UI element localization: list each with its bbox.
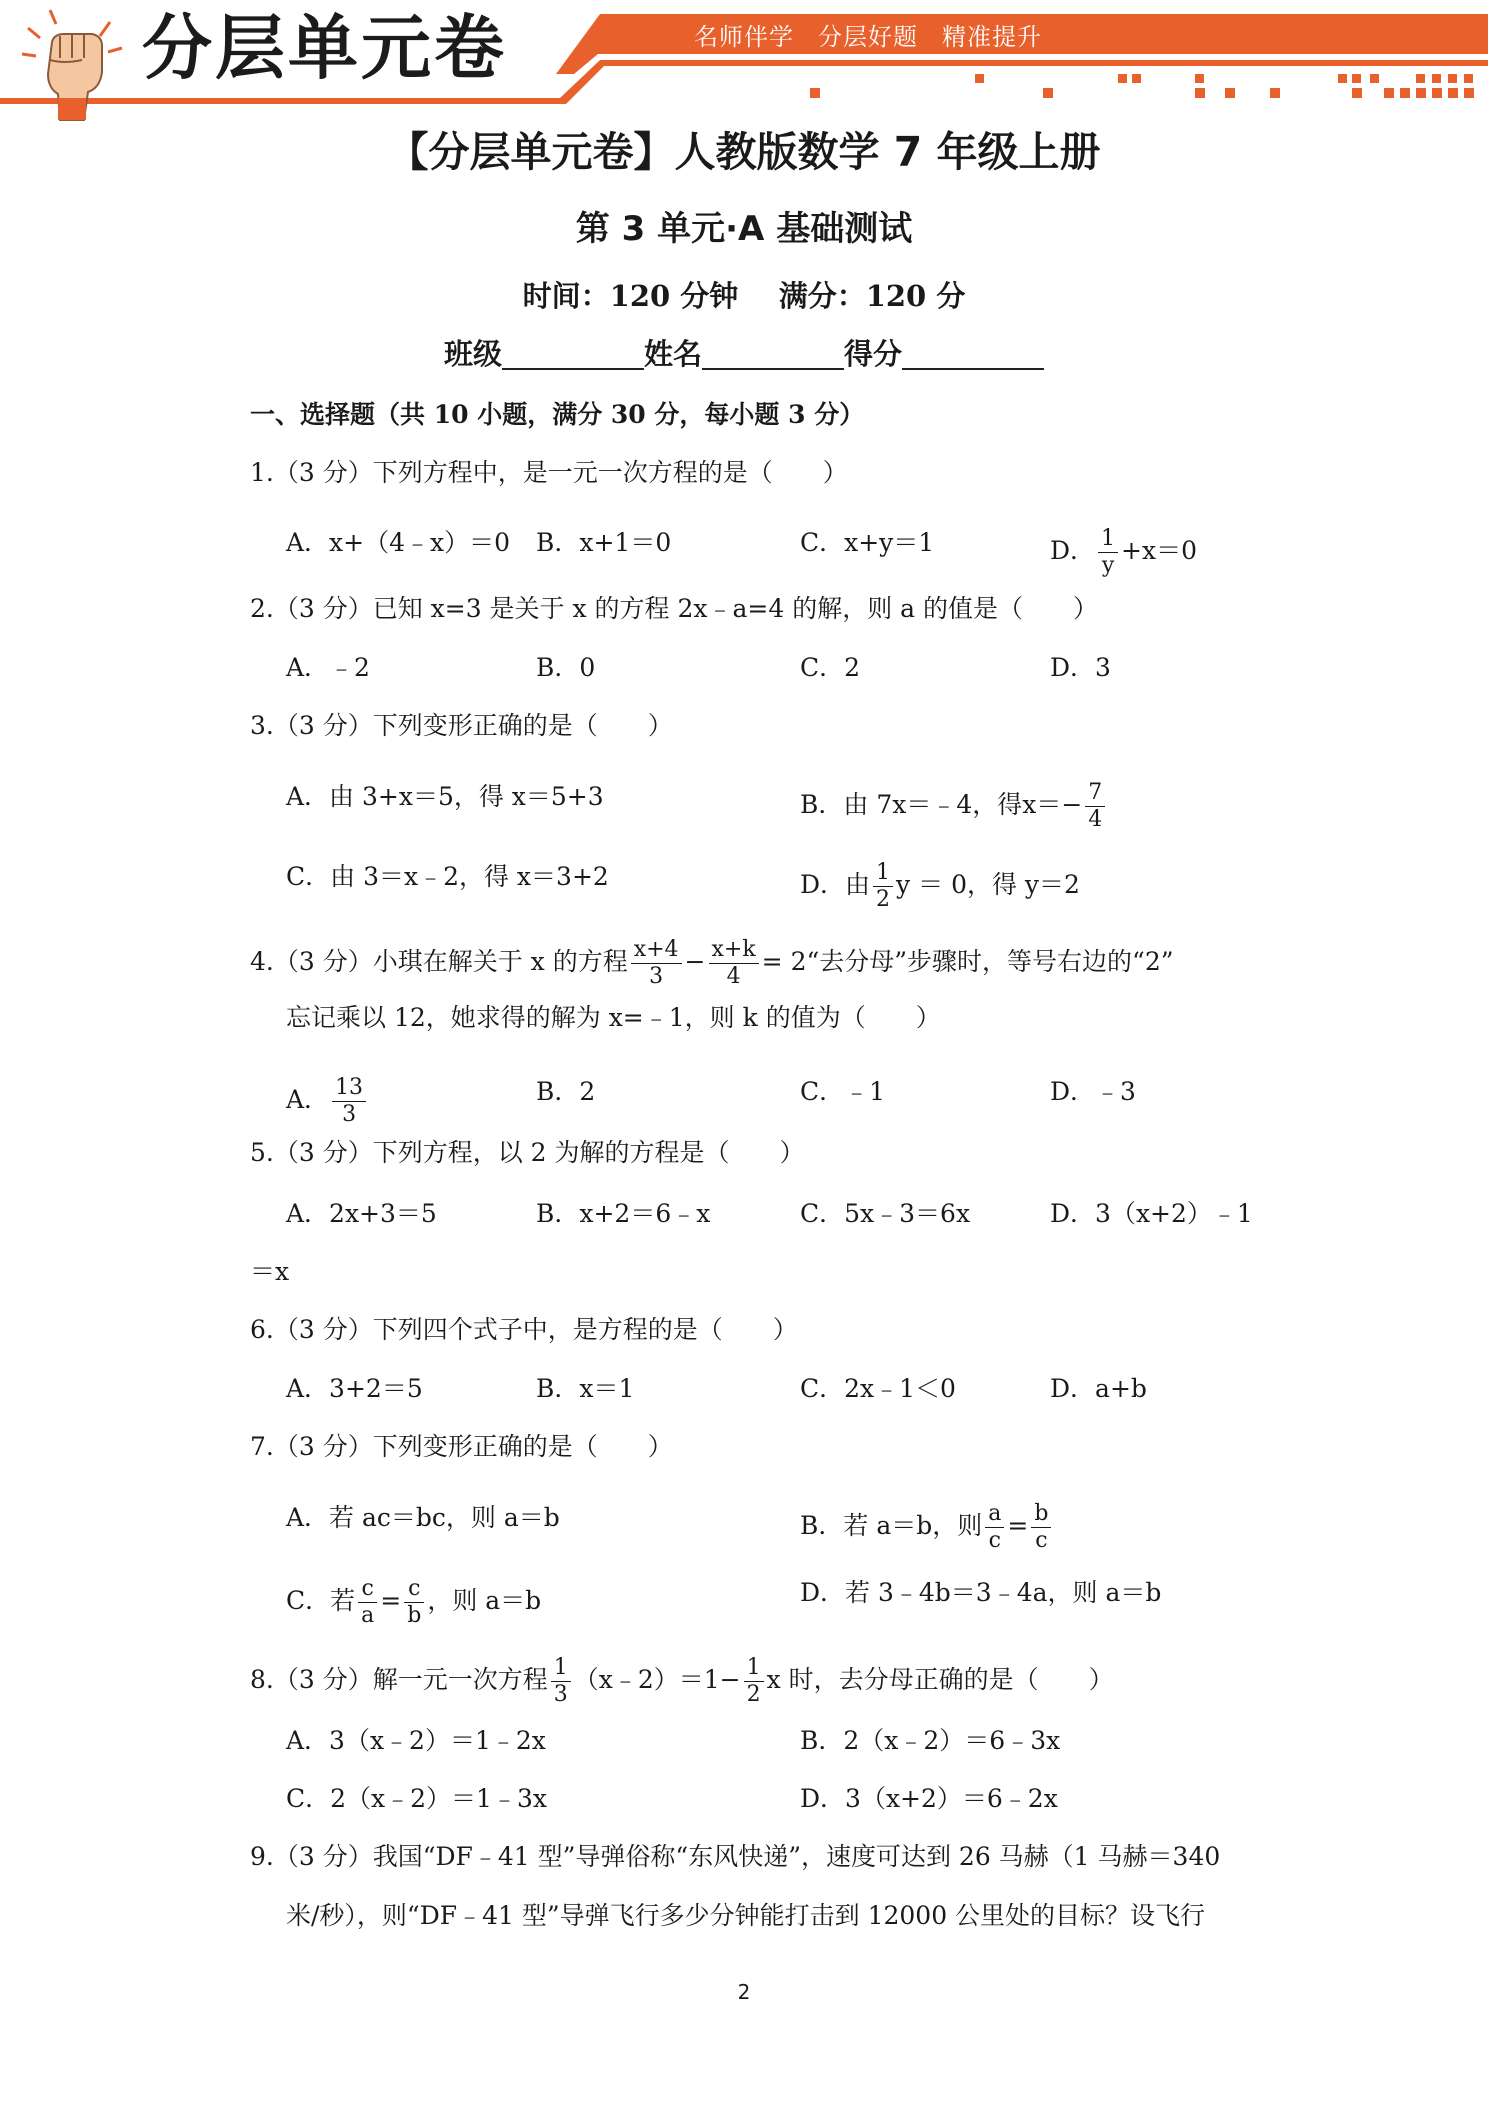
exam-title: 【分层单元卷】人教版数学 7 年级上册 (387, 128, 1101, 176)
q4-a-fraction (332, 1075, 366, 1128)
q4-a-prefix: A． (286, 1085, 330, 1114)
slogan-2: 分层好题 (818, 23, 918, 51)
q4-stem (250, 937, 1174, 990)
class-blank[interactable] (502, 336, 644, 370)
q3-b-num: 7 (1085, 780, 1105, 807)
q8-f1-den: 3 (553, 1682, 568, 1707)
q8-f2-num: 1 (744, 1655, 764, 1682)
fist-logo-icon (14, 2, 132, 124)
name-label: 姓名 (643, 337, 702, 371)
q4-option-a (286, 1075, 369, 1128)
q7-stem: 7.（3 分）下列变形正确的是（ ） (250, 1432, 673, 1461)
q3-option-d (800, 860, 1080, 913)
q8-option-d: D．3（x+2）＝6﹣2x (800, 1784, 1058, 1813)
q7-b-fraction-1 (985, 1501, 1004, 1554)
q1-option-a: A．x+（4﹣x）＝0 (286, 528, 511, 557)
q4-a-den: 3 (342, 1102, 357, 1127)
q8-fraction-2 (744, 1655, 764, 1708)
score-blank[interactable] (902, 336, 1044, 370)
q3-option-c: C．由 3＝x﹣2，得 x＝3+2 (286, 862, 609, 891)
q2-option-c: C．2 (800, 653, 861, 682)
q5-option-c: C．5x﹣3＝6x (800, 1199, 971, 1228)
q6-option-c: C．2x﹣1＜0 (800, 1374, 956, 1403)
q4-fraction-1 (631, 937, 682, 990)
q3-d-fraction (873, 860, 893, 913)
q7-c-suffix: ，则 a＝b (427, 1586, 542, 1615)
q7-c-f2-den: b (407, 1603, 422, 1628)
q6-stem: 6.（3 分）下列四个式子中，是方程的是（ ） (250, 1315, 798, 1344)
q4-stem-line2: 忘记乘以 12，她求得的解为 x=﹣1，则 k 的值为（ ） (286, 1003, 941, 1032)
q3-option-b (800, 780, 1108, 833)
q8-f2-den: 2 (746, 1682, 761, 1707)
q1-stem: 1.（3 分）下列方程中，是一元一次方程的是（ ） (250, 458, 848, 487)
q7-b-prefix: B．若 a＝b，则 (800, 1511, 983, 1540)
page-number: 2 (737, 1980, 751, 2004)
q8-option-c: C．2（x﹣2）＝1﹣3x (286, 1784, 547, 1813)
q7-c-f1-num: c (358, 1576, 377, 1603)
q8-stem-prefix: 8.（3 分）解一元一次方程 (250, 1665, 548, 1694)
q3-stem: 3.（3 分）下列变形正确的是（ ） (250, 711, 673, 740)
q6-option-b: B．x＝1 (536, 1374, 635, 1403)
q7-b-eq: = (1007, 1511, 1029, 1540)
q6-option-a: A．3+2＝5 (286, 1374, 423, 1403)
q7-c-fraction-2 (404, 1576, 424, 1629)
student-info-line (0, 334, 1488, 374)
q8-stem-mid: （x﹣2）＝1− (573, 1665, 741, 1694)
class-label: 班级 (443, 337, 502, 371)
q8-option-a: A．3（x﹣2）＝1﹣2x (286, 1726, 546, 1755)
q4-minus: − (684, 947, 706, 976)
q7-b-f2-num: b (1031, 1501, 1051, 1528)
q3-d-suffix: y ＝ 0，得 y＝2 (896, 870, 1080, 899)
q7-b-f1-num: a (985, 1501, 1004, 1528)
q4-option-c: C．﹣1 (800, 1077, 886, 1106)
q4-f2-den: 4 (726, 964, 741, 989)
q3-b-den: 4 (1088, 807, 1103, 832)
slogan-3: 精准提升 (942, 23, 1042, 51)
q2-stem: 2.（3 分）已知 x=3 是关于 x 的方程 2x﹣a=4 的解，则 a 的值是（ ） (250, 594, 1099, 623)
q1-d-den: y (1101, 553, 1115, 578)
q8-stem-suffix: x 时，去分母正确的是（ ） (766, 1665, 1114, 1694)
q7-c-f2-num: c (404, 1576, 424, 1603)
q4-f2-num: x+k (709, 937, 759, 964)
q7-option-b (800, 1501, 1054, 1554)
q7-b-f1-den: c (988, 1528, 1001, 1553)
score-label: 得分 (844, 337, 903, 371)
q7-c-fraction-1 (358, 1576, 377, 1629)
q3-b-prefix: B．由 7x＝﹣4，得x＝− (800, 790, 1083, 819)
slogan-1: 名师伴学 (694, 23, 794, 51)
q4-option-d: D．﹣3 (1050, 1077, 1136, 1106)
q7-b-fraction-2 (1031, 1501, 1051, 1554)
time-score-line: 时间：120 分钟 满分：120 分 (522, 279, 966, 313)
q7-c-prefix: C．若 (286, 1586, 356, 1615)
q2-option-a: A．﹣2 (286, 653, 370, 682)
q4-option-b: B．2 (536, 1077, 596, 1106)
q1-option-b: B．x+1＝0 (536, 528, 672, 557)
exam-subtitle: 第 3 单元·A 基础测试 (575, 209, 913, 249)
q1-d-fraction (1098, 526, 1118, 579)
name-blank[interactable] (702, 336, 844, 370)
q8-stem (250, 1655, 1114, 1708)
q6-option-d: D．a+b (1050, 1374, 1147, 1403)
q8-fraction-1 (551, 1655, 571, 1708)
q2-option-d: D．3 (1050, 653, 1111, 682)
q1-d-num: 1 (1098, 526, 1118, 553)
q7-option-d: D．若 3﹣4b＝3﹣4a，则 a＝b (800, 1578, 1162, 1607)
q4-fraction-2 (709, 937, 759, 990)
q3-d-num: 1 (873, 860, 893, 887)
section-heading: 一、选择题（共 10 小题，满分 30 分，每小题 3 分） (250, 400, 865, 429)
q5-option-a: A．2x+3＝5 (286, 1199, 437, 1228)
q5-option-b: B．x+2＝6﹣x (536, 1199, 711, 1228)
q4-f1-den: 3 (649, 964, 664, 989)
q3-d-prefix: D．由 (800, 870, 871, 899)
q1-option-d (1050, 526, 1197, 579)
q7-option-c (286, 1576, 541, 1629)
q4-f1-num: x+4 (631, 937, 682, 964)
q5-option-d: D．3（x+2）﹣1 (1050, 1199, 1253, 1228)
q8-f1-num: 1 (551, 1655, 571, 1682)
q8-option-b: B．2（x﹣2）＝6﹣3x (800, 1726, 1061, 1755)
q5-stem: 5.（3 分）下列方程，以 2 为解的方程是（ ） (250, 1138, 805, 1167)
q7-c-eq: = (380, 1586, 402, 1615)
q4-stem-prefix: 4.（3 分）小琪在解关于 x 的方程 (250, 947, 628, 976)
q7-b-f2-den: c (1035, 1528, 1048, 1553)
q3-b-fraction (1085, 780, 1105, 833)
q9-stem-line2: 米/秒），则“DF﹣41 型”导弹飞行多少分钟能打击到 12000 公里处的目标？设飞行 (286, 1901, 1206, 1930)
q7-c-f1-den: a (361, 1603, 375, 1628)
q1-d-prefix: D． (1050, 536, 1096, 565)
brand-title: 分层单元卷 (142, 7, 507, 89)
header-slogans (694, 20, 1066, 54)
q9-stem-line1: 9.（3 分）我国“DF﹣41 型”导弹俗称“东风快递”，速度可达到 26 马赫（1 马赫＝340 (250, 1842, 1221, 1871)
q3-option-a: A．由 3+x＝5，得 x＝5+3 (286, 782, 604, 811)
q5-option-d-continued: ＝x (250, 1257, 290, 1286)
q4-a-num: 13 (332, 1075, 366, 1102)
q7-option-a: A．若 ac＝bc，则 a＝b (286, 1503, 560, 1532)
q1-option-c: C．x+y＝1 (800, 528, 935, 557)
q3-d-den: 2 (876, 887, 891, 912)
q1-d-suffix: +x＝0 (1121, 536, 1197, 565)
q4-stem-suffix: = 2“去分母”步骤时，等号右边的“2” (761, 947, 1174, 976)
q2-option-b: B．0 (536, 653, 596, 682)
